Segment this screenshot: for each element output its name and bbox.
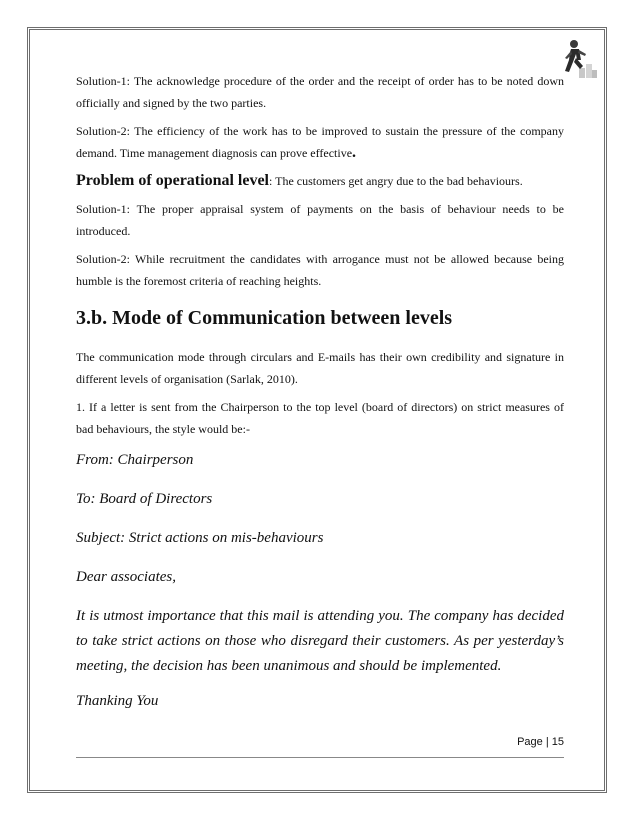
problem-text: : The customers get angry due to the bad behaviours. — [269, 174, 523, 188]
problem-operational-level — [76, 170, 564, 192]
solution-1-order: Solution-1: The acknowledge procedure of the order and the receipt of order has to be noted down officially and signed by the two parties. — [76, 74, 564, 110]
page-footer — [76, 736, 564, 758]
section-intro: The communication mode through circulars and E-mails has their own credibility and signature in different levels of organisation (Sarlak, 2010). — [76, 350, 564, 386]
solution-2-period: . — [352, 144, 357, 161]
letter-greeting: Dear associates, — [76, 569, 176, 585]
problem-title: Problem of operational level — [76, 172, 269, 189]
letter-closing: Thanking You — [76, 693, 159, 709]
letter-body: It is utmost importance that this mail is attending you. The company has decided to take strict actions on those who disregard their customers. As per yesterday’s meeting, the decision has been unanimous and should be implemented. — [76, 608, 564, 674]
letter-to: To: Board of Directors — [76, 491, 213, 507]
solution-2-recruitment: Solution-2: While recruitment the candidates with arrogance must not be allowed because being humble is the foremost criteria of reaching heights. — [76, 252, 564, 288]
page-content — [76, 70, 564, 728]
page-number: Page | 15 — [517, 736, 564, 748]
section-point-1: 1. If a letter is sent from the Chairperson to the top level (board of directors) on strict measures of bad behaviours, the style would be:- — [76, 400, 564, 436]
section-heading: 3.b. Mode of Communication between levels — [76, 307, 453, 329]
letter-from: From: Chairperson — [76, 452, 194, 468]
solution-2-efficiency — [76, 120, 564, 164]
solution-1-appraisal: Solution-1: The proper appraisal system of payments on the basis of behaviour needs to be introduced. — [76, 202, 564, 238]
letter-subject: Subject: Strict actions on mis-behaviours — [76, 530, 324, 546]
solution-2-efficiency-text: Solution-2: The efficiency of the work has to be improved to sustain the pressure of the company demand. Time management diagnosis can prove effective — [76, 124, 564, 160]
